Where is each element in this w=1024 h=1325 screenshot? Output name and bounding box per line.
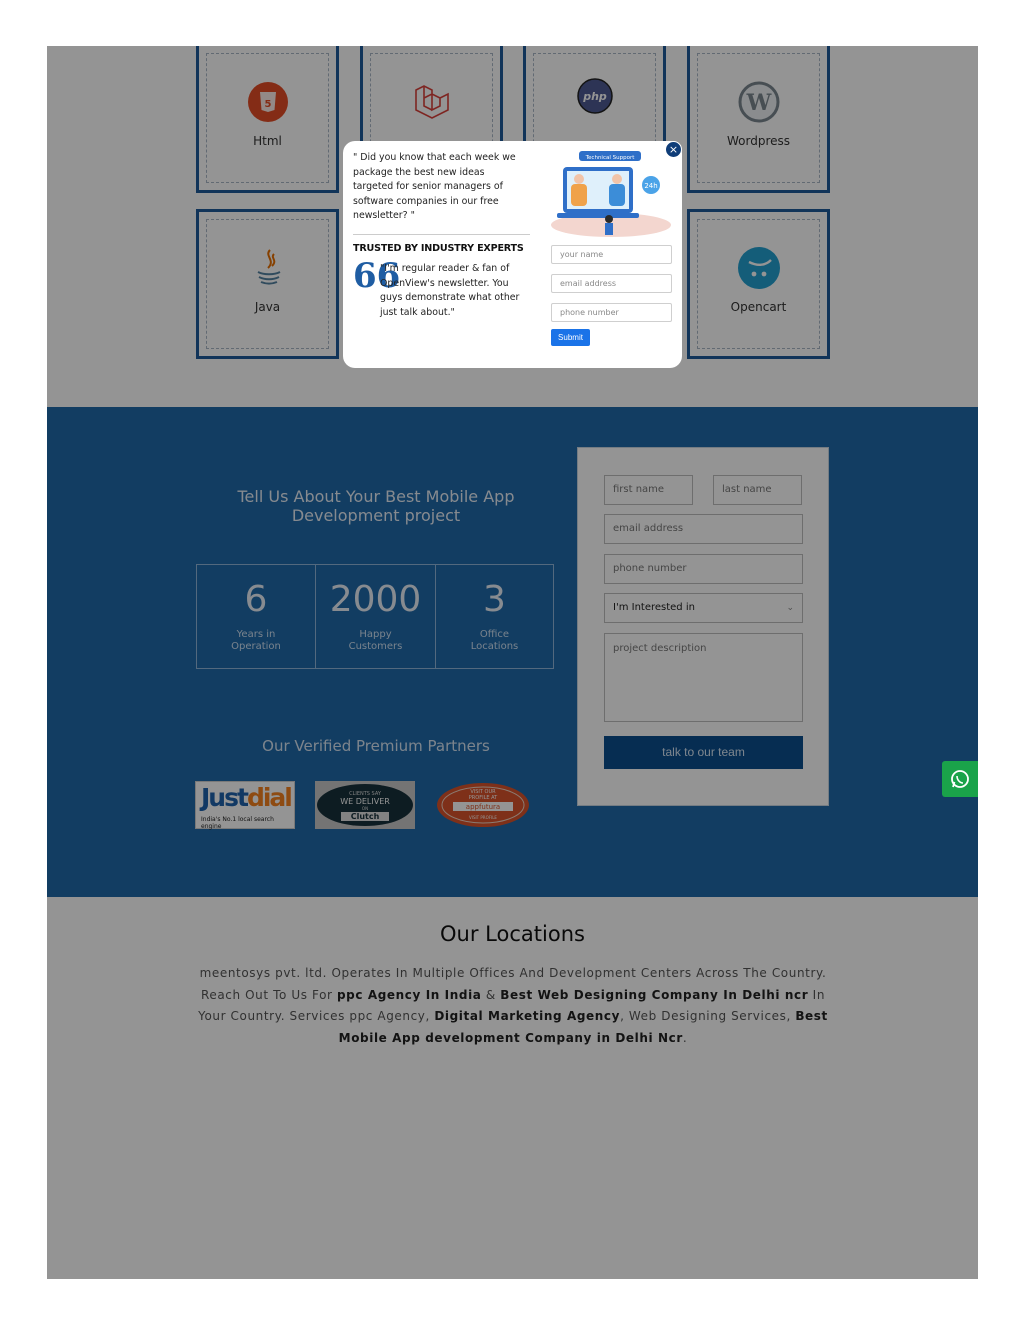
svg-text:5: 5 [264, 99, 271, 110]
stat-caption: Office [479, 629, 510, 640]
close-icon[interactable]: × [665, 141, 682, 158]
tech-tile-label: Java [254, 300, 281, 314]
newsletter-modal [343, 141, 682, 368]
justdial-logo: Justdial [201, 783, 291, 812]
modal-phone-input[interactable]: phone number [551, 303, 672, 322]
stat-caption: Happy [359, 629, 392, 640]
tech-tile-label: Wordpress [726, 134, 791, 148]
tech-tile-label: Html [253, 134, 282, 148]
whatsapp-icon [942, 761, 978, 797]
svg-text:WE DELIVER: WE DELIVER [340, 797, 390, 806]
digital-marketing-link[interactable]: Digital Marketing Agency [434, 1009, 621, 1024]
justdial-tagline: India's No.1 local search engine [201, 816, 274, 830]
email-input[interactable]: email address [604, 514, 803, 544]
partners-title: Our Verified Premium Partners [262, 737, 490, 755]
talk-to-team-button[interactable]: talk to our team [604, 736, 803, 769]
divider [353, 234, 530, 235]
last-name-input[interactable]: last name [713, 475, 802, 505]
stat-caption: Years in [236, 629, 276, 640]
chevron-down-icon: ⌄ [786, 603, 794, 613]
svg-text:Clutch: Clutch [350, 812, 380, 821]
stat-caption: Customers [348, 641, 403, 652]
testimonial-text: "I'm regular reader & fan of OpenView's newsletter. You guys demonstrate what other just talk about." [380, 263, 520, 318]
locations-text: & [481, 987, 501, 1002]
contact-heading: Tell Us About Your Best Mobile App Development project [237, 487, 515, 525]
locations-text: In Your Country. Services ppc Agency, [198, 987, 826, 1024]
svg-text:php: php [582, 90, 607, 103]
project-description-textarea[interactable]: project description [604, 633, 803, 722]
first-name-input[interactable]: first name [604, 475, 693, 505]
support-illustration [549, 149, 673, 239]
svg-text:W: W [746, 90, 771, 116]
newsletter-intro: " Did you know that each week we package the best new ideas targeted for senior managers of software companies in our free newsletter? " [353, 152, 516, 221]
whatsapp-button[interactable] [942, 761, 978, 797]
stat-number: 6 [244, 579, 268, 620]
trusted-heading: TRUSTED BY INDUSTRY EXPERTS [353, 243, 524, 254]
modal-submit-button[interactable]: Submit [551, 329, 590, 346]
illustration-badge: 24h [644, 182, 658, 190]
svg-text:VISIT PROFILE: VISIT PROFILE [469, 815, 497, 820]
interest-select-value: I'm Interested in [613, 602, 695, 613]
stat-number: 2000 [329, 579, 422, 620]
svg-text:appfutura: appfutura [465, 803, 501, 811]
mobile-app-link[interactable]: Best Mobile App development Company in Delhi Ncr [338, 1009, 828, 1046]
modal-name-input[interactable]: your name [551, 245, 672, 264]
svg-text:CLIENTS SAY: CLIENTS SAY [349, 791, 381, 797]
quote-icon: 66 [353, 256, 401, 296]
modal-email-input[interactable]: email address [551, 274, 672, 293]
web-designing-link[interactable]: Best Web Designing Company In Delhi ncr [500, 987, 809, 1002]
svg-text:VISIT OUR: VISIT OUR [470, 789, 496, 795]
stat-number: 3 [483, 579, 506, 620]
locations-text: , Web Designing Services, [620, 1009, 796, 1024]
illustration-label: Technical Support [585, 155, 635, 161]
ppc-agency-link[interactable]: ppc Agency In India [336, 987, 482, 1002]
svg-text:PROFILE AT: PROFILE AT [468, 795, 498, 801]
stat-caption: Operation [231, 641, 281, 652]
justdial-logo-dial: dial [246, 783, 291, 812]
locations-text: meentosys pvt. ltd. Operates In Multiple Offices And Development Centers Across The Country. Reach Out To Us For [199, 966, 827, 1002]
stat-caption: Locations [470, 641, 519, 652]
tech-tile-label: Opencart [730, 300, 787, 314]
locations-text: . [682, 1031, 688, 1046]
phone-input[interactable]: phone number [604, 554, 803, 584]
locations-title: Our Locations [440, 922, 585, 946]
svg-text:ON: ON [361, 806, 369, 811]
